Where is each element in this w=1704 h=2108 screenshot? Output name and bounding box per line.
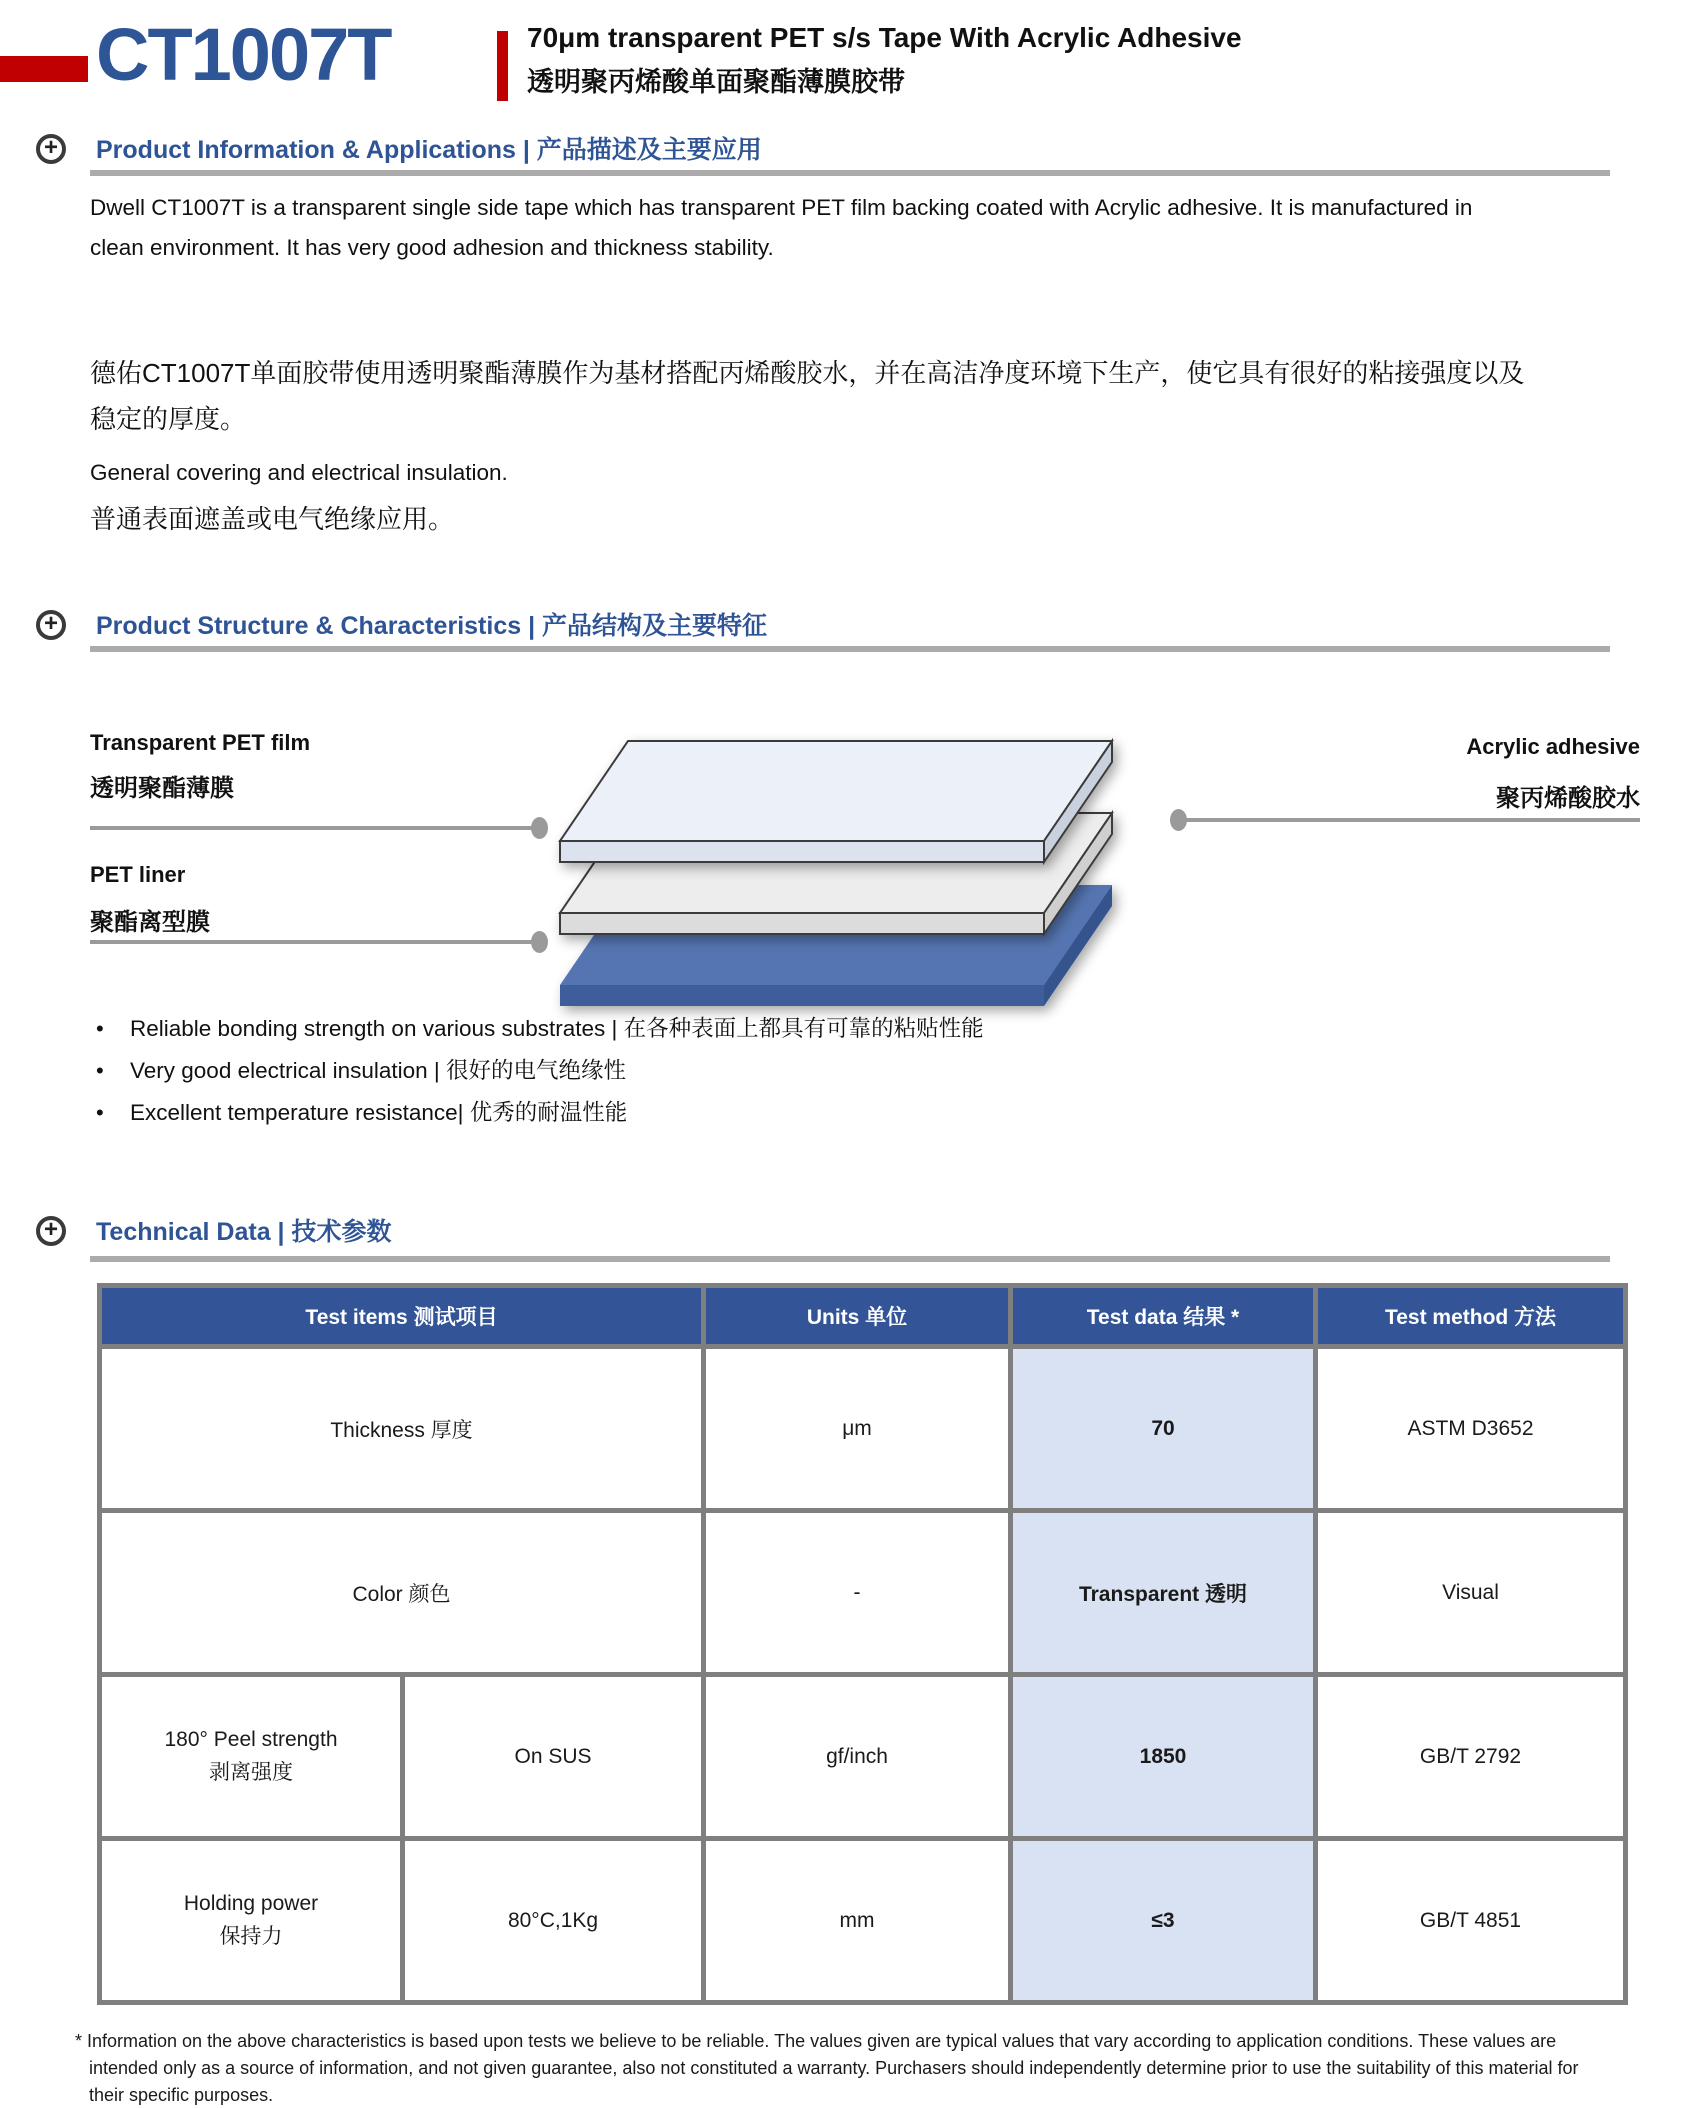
section-title-info: Product Information & Applications | 产品描述及主要应用 (96, 136, 762, 164)
connector-dot (531, 931, 548, 953)
technical-data-table (97, 1283, 1628, 2005)
section-rule (90, 646, 1610, 652)
table-cell-item: Thickness 厚度 (102, 1349, 701, 1508)
table-cell-method: GB/T 2792 (1318, 1677, 1623, 1836)
table-cell-units: gf/inch (706, 1677, 1008, 1836)
table-cell-method: GB/T 4851 (1318, 1841, 1623, 2000)
section-rule (90, 1256, 1610, 1262)
product-code-title: CT1007T (96, 13, 391, 96)
label-pet-film-en: Transparent PET film (90, 730, 311, 755)
pet-film-layer (560, 741, 1112, 862)
brand-dash (0, 56, 88, 82)
section-title-technical: Technical Data | 技术参数 (96, 1218, 392, 1246)
item-label-en: 180° Peel strength (164, 1727, 338, 1751)
list-item: • Reliable bonding strength on various substrates | 在各种表面上都具有可靠的粘贴性能 (96, 1008, 1596, 1050)
characteristics-list (96, 1008, 1596, 1134)
title-divider-bar (497, 31, 508, 101)
connector-dot (531, 817, 548, 839)
list-item: • Very good electrical insulation | 很好的电气绝缘性 (96, 1050, 1596, 1092)
label-pet-liner-en: PET liner (90, 862, 186, 887)
label-pet-film-cn: 透明聚酯薄膜 (90, 775, 234, 802)
section-rule (90, 170, 1610, 176)
info-paragraph-cn: 德佑CT1007T单面胶带使用透明聚酯薄膜作为基材搭配丙烯酸胶水，并在高洁净度环境下生产，使它具有很好的粘接强度以及稳定的厚度。 (90, 358, 1525, 434)
info-paragraph-en: Dwell CT1007T is a transparent single side tape which has transparent PET film backing coated with Acrylic adhesive. It is manufactured in clean environment. It has very good adhesion and thickness stability. (90, 195, 1473, 260)
list-item: • Excellent temperature resistance| 优秀的耐温性能 (96, 1092, 1596, 1134)
table-cell-item: Color 颜色 (102, 1513, 701, 1672)
table-cell-data: Transparent 透明 (1013, 1513, 1313, 1672)
table-cell-method: Visual (1318, 1513, 1623, 1672)
layer-stack-diagram (540, 700, 1200, 1030)
plus-circle-icon (36, 134, 66, 164)
applications-cn: 普通表面遮盖或电气绝缘应用。 (90, 504, 455, 534)
leader-line-pet-film (90, 826, 538, 830)
column-header-test-method: Test method 方法 (1318, 1288, 1623, 1344)
table-cell-condition: 80°C,1Kg (405, 1841, 701, 2000)
table-cell-method: ASTM D3652 (1318, 1349, 1623, 1508)
column-header-test-data: Test data 结果 * (1013, 1288, 1313, 1344)
table-cell-units: mm (706, 1841, 1008, 2000)
table-cell-units: - (706, 1513, 1008, 1672)
product-subtitle-cn: 透明聚丙烯酸单面聚酯薄膜胶带 (527, 67, 905, 97)
table-cell-condition: On SUS (405, 1677, 701, 1836)
label-adhesive-cn: 聚丙烯酸胶水 (1496, 785, 1640, 812)
column-header-units: Units 单位 (706, 1288, 1008, 1344)
table-cell-data: 70 (1013, 1349, 1313, 1508)
plus-circle-icon (36, 1216, 66, 1246)
section-title-structure: Product Structure & Characteristics | 产品结构及主要特征 (96, 612, 768, 640)
column-header-test-items: Test items 测试项目 (102, 1288, 701, 1344)
applications-en: General covering and electrical insulation. (90, 460, 508, 485)
table-cell-units: μm (706, 1349, 1008, 1508)
table-cell-item (102, 1677, 400, 1836)
item-label-cn: 保持力 (219, 1924, 283, 1948)
plus-circle-icon (36, 610, 66, 640)
label-pet-liner-cn: 聚酯离型膜 (90, 909, 210, 936)
table-cell-item (102, 1841, 400, 2000)
item-label-en: Holding power (183, 1891, 319, 1915)
table-cell-data: 1850 (1013, 1677, 1313, 1836)
leader-line-pet-liner (90, 940, 538, 944)
leader-line-adhesive (1186, 818, 1640, 822)
item-label-cn: 剥离强度 (209, 1760, 293, 1784)
disclaimer-footnote: * Information on the above characteristics is based upon tests we believe to be reliable. The values given are typical values that vary according to application conditions. These values are intended only as a source of information, and not given guarantee, also not constituted a warranty. Purchasers should independently determine prior to use the suitability of this material for their specific purposes. (75, 2031, 1579, 2105)
product-subtitle-en: 70μm transparent PET s/s Tape With Acrylic Adhesive (527, 22, 1242, 53)
label-adhesive-en: Acrylic adhesive (1466, 734, 1640, 759)
table-cell-data: ≤3 (1013, 1841, 1313, 2000)
connector-dot (1170, 809, 1187, 831)
